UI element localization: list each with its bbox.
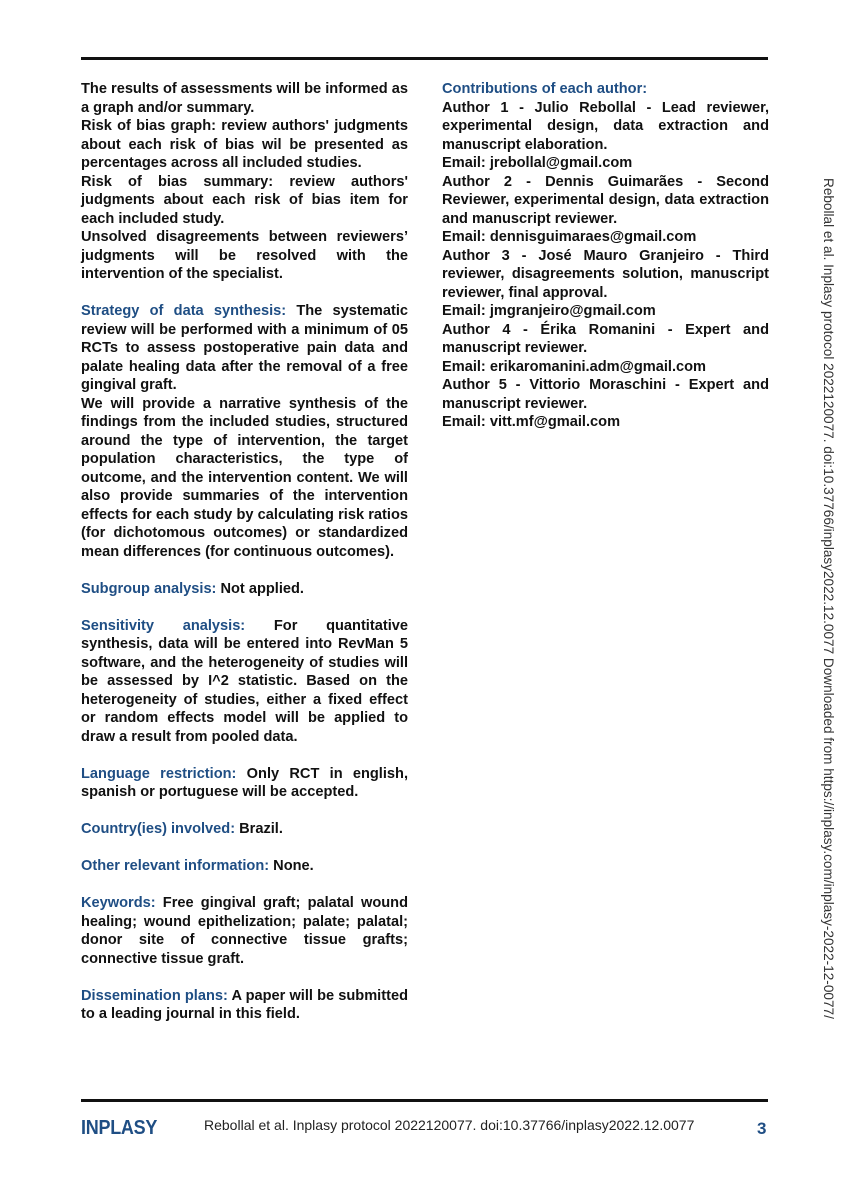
sensitivity-text: For quantitative synthesis, data will be entered into RevMan 5 software, and the heterogeneity of studies will be assessed by I^2 statistic. Based on the heterogeneity of studies, either a fixed effect or random effects model will be applied to draw a result from pooled data. — [81, 617, 408, 745]
author-5-email: Email: vitt.mf@gmail.com — [442, 414, 621, 430]
dissemination-text: A paper will be submitted to a leading journal in this field. — [81, 987, 408, 1022]
dissemination-section — [81, 987, 408, 1024]
author-2-email: Email: dennisguimaraes@gmail.com — [442, 229, 697, 245]
author-1-email: Email: jrebollal@gmail.com — [442, 155, 633, 171]
keywords-section — [81, 894, 408, 968]
subgroup-label: Subgroup analysis: — [81, 580, 217, 597]
strategy-text: The systematic review will be performed with a minimum of 05 RCTs to assess postoperative pain data and palate healing data after the removal of a free gingival graft. — [81, 303, 408, 393]
left-column — [81, 80, 408, 1024]
author-2: Author 2 - Dennis Guimarães - Second Reviewer, experimental design, data extraction and manuscript reviewer. — [442, 173, 769, 227]
bias-summary-paragraph: Risk of bias summary: review authors' judgments about each risk of bias item for each included study. — [81, 173, 408, 227]
author-3-email: Email: jmgranjeiro@gmail.com — [442, 303, 656, 319]
strategy-section — [81, 302, 408, 395]
sensitivity-section — [81, 617, 408, 747]
author-4: Author 4 - Érika Romanini - Expert and manuscript reviewer. — [442, 321, 769, 356]
strategy-label: Strategy of data synthesis: — [81, 303, 287, 319]
language-text: Only RCT in english, spanish or portuguese will be accepted. — [81, 765, 409, 800]
keywords-text: Free gingival graft; palatal wound healing; wound epithelization; palate; palatal; donor site of connective tissue grafts; connective tissue graft. — [81, 895, 408, 967]
bias-graph-paragraph: Risk of bias graph: review authors' judgments about each risk of bias wil be presented as percentages across all included studies. — [81, 118, 408, 171]
other-info-section — [81, 857, 408, 876]
footer-citation: Rebollal et al. Inplasy protocol 2022120077. doi:10.37766/inplasy2022.12.0077 — [204, 1117, 695, 1133]
subgroup-section — [81, 580, 408, 599]
other-info-label: Other relevant information: — [81, 858, 270, 874]
footer-brand-logo: INPLASY — [81, 1117, 158, 1139]
country-text: Brazil. — [235, 821, 283, 837]
author-4-email: Email: erikaromanini.adm@gmail.com — [442, 358, 707, 375]
footer-rule — [81, 1099, 768, 1102]
language-section — [81, 765, 408, 802]
download-watermark: Rebollal et al. Inplasy protocol 2022120077. doi:10.37766/inplasy2022.12.0077 Downloaded from https://inplasy.com/inplasy-2022-12-0077/ — [821, 178, 836, 1019]
subgroup-text: Not applied. — [216, 580, 304, 597]
disagreements-paragraph: Unsolved disagreements between reviewers’ judgments will be resolved with the intervention of the specialist. — [81, 229, 408, 282]
country-label: Country(ies) involved: — [81, 821, 236, 837]
sensitivity-label: Sensitivity analysis: — [81, 617, 246, 634]
right-column — [442, 80, 769, 432]
dissemination-label: Dissemination plans: — [81, 987, 228, 1004]
language-label: Language restriction: — [81, 765, 237, 782]
contributions-heading: Contributions of each author: — [442, 81, 648, 97]
page-number: 3 — [757, 1119, 767, 1138]
keywords-label: Keywords: — [81, 895, 156, 911]
author-3: Author 3 - José Mauro Granjeiro - Third reviewer, disagreements solution, manuscript reviewer, final approval. — [442, 247, 769, 301]
author-5: Author 5 - Vittorio Moraschini - Expert and manuscript reviewer. — [442, 377, 769, 412]
country-section — [81, 820, 408, 839]
author-1: Author 1 - Julio Rebollal - Lead reviewer, experimental design, data extraction and manuscript elaboration. — [442, 99, 769, 153]
strategy-text-2: We will provide a narrative synthesis of the findings from the included studies, structured around the type of intervention, the target population characteristics, the type of outcome, and the intervention content. We will also provide summaries of the intervention effects for each study by calculating risk ratios (for dichotomous outcomes) or standardized mean differences (for continuous outcomes). — [81, 395, 408, 560]
assessment-paragraph: The results of assessments will be informed as a graph and/or summary. — [81, 81, 408, 116]
header-rule — [81, 57, 768, 60]
other-info-text: None. — [269, 858, 314, 874]
